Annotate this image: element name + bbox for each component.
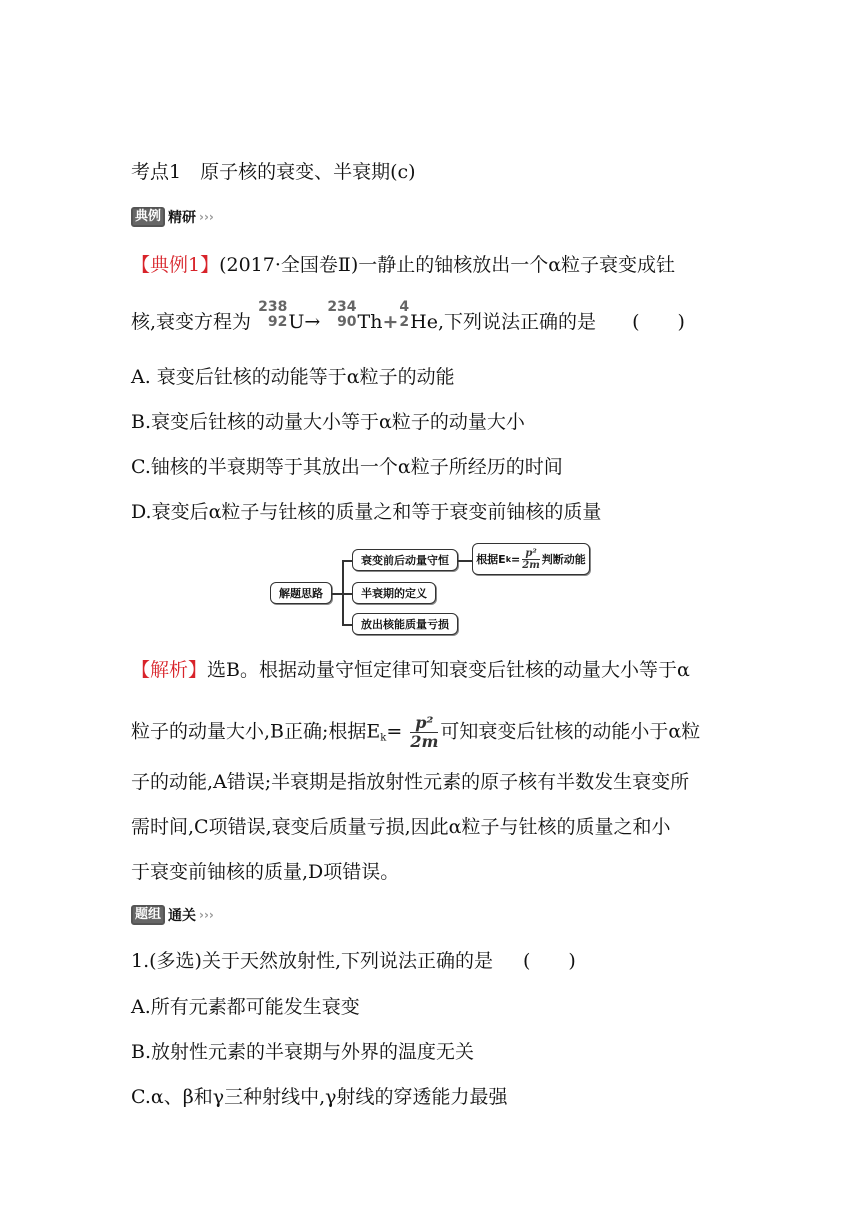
decay-equation-line	[131, 299, 685, 338]
helium-nuclide: 4 2	[399, 299, 410, 330]
leaf-frac-den: 2m	[522, 559, 540, 571]
analysis-line-3: 子的动能,A错误;半衰期是指放射性元素的原子核有半数发生衰变所	[131, 771, 690, 793]
mindmap-connector	[342, 624, 352, 626]
analysis-text-1: 选B。根据动量守恒定律可知衰变后钍核的动量大小等于α	[207, 659, 690, 681]
question-1-stem: 1.(多选)关于天然放射性,下列说法正确的是 ( )	[131, 950, 576, 972]
mindmap-branch-massdefect: 放出核能质量亏损	[352, 613, 458, 635]
question-1-option-a: A.所有元素都可能发生衰变	[131, 996, 360, 1018]
mindmap-branch-halflife: 半衰期的定义	[352, 582, 436, 604]
example-option-a: A. 衰变后钍核的动能等于α粒子的动能	[131, 366, 455, 388]
mindmap-branch-momentum: 衰变前后动量守恒	[352, 549, 458, 571]
answer-parentheses: ( )	[523, 950, 576, 972]
section-heading: 考点1 原子核的衰变、半衰期(c)	[131, 161, 416, 183]
chevron-icon: ›››	[199, 908, 214, 922]
chevron-icon: ›››	[199, 210, 214, 224]
mindmap-connector	[342, 560, 352, 562]
uranium-nuclide: 238 92	[258, 299, 288, 330]
badge-label-a: 典例	[131, 207, 165, 227]
question-1-option-b: B.放射性元素的半衰期与外界的温度无关	[131, 1041, 475, 1063]
analysis-line-4: 需时间,C项错误,衰变后质量亏损,因此α粒子与钍核的质量之和小	[131, 816, 671, 838]
helium-symbol: He	[410, 311, 438, 333]
thorium-symbol: Th	[357, 311, 383, 333]
analysis-tag: 【解析】	[131, 659, 208, 681]
example-intro-text: (2017·全国卷Ⅱ)一静止的铀核放出一个α粒子衰变成钍	[219, 254, 676, 276]
example-tag: 【典例1】	[131, 254, 220, 276]
question-1-option-c: C.α、β和γ三种射线中,γ射线的穿透能力最强	[131, 1086, 508, 1108]
badge-label-b: 精研	[168, 210, 197, 226]
answer-parentheses: ( )	[632, 311, 685, 333]
analysis-line-1	[131, 658, 690, 682]
example-intro	[131, 253, 675, 277]
practice-badge	[131, 904, 214, 926]
thorium-nuclide: 234 90	[327, 299, 357, 330]
example-option-b: B.衰变后钍核的动量大小等于α粒子的动量大小	[131, 411, 525, 433]
uranium-symbol: U→	[288, 311, 321, 333]
leaf-frac-num: p²	[522, 548, 540, 560]
plus-sign: +	[382, 311, 399, 333]
analysis-line-5: 于衰变前铀核的质量,D项错误。	[131, 861, 400, 883]
equation-suffix: ,下列说法正确的是	[437, 311, 597, 333]
example-badge	[131, 206, 214, 228]
analysis-line-2: 粒子的动量大小,B正确;根据$E_k=$ $\frac{\text{p²}}{2m}$ 可知衰变后钍核的动能小于α粒	[131, 713, 701, 751]
mindmap-connector	[342, 593, 352, 595]
mindmap-connector	[342, 560, 344, 624]
mindmap-leaf-kinetic: 根据E k = $\frac{\text{p²}}{2m}$ 判断动能	[472, 543, 590, 575]
example-option-d: D.衰变后α粒子与钍核的质量之和等于衰变前铀核的质量	[131, 501, 602, 523]
badge-label-b: 通关	[168, 908, 197, 924]
kinetic-energy-fraction: $\frac{\text{p²}}{2m}$	[410, 713, 439, 751]
mindmap-connector	[332, 593, 342, 595]
mindmap-connector	[458, 560, 472, 562]
equation-prefix: 核,衰变方程为	[131, 311, 252, 333]
badge-label-a: 题组	[131, 905, 165, 925]
example-option-c: C.铀核的半衰期等于其放出一个α粒子所经历的时间	[131, 456, 563, 478]
mindmap-root: 解题思路	[270, 582, 332, 604]
